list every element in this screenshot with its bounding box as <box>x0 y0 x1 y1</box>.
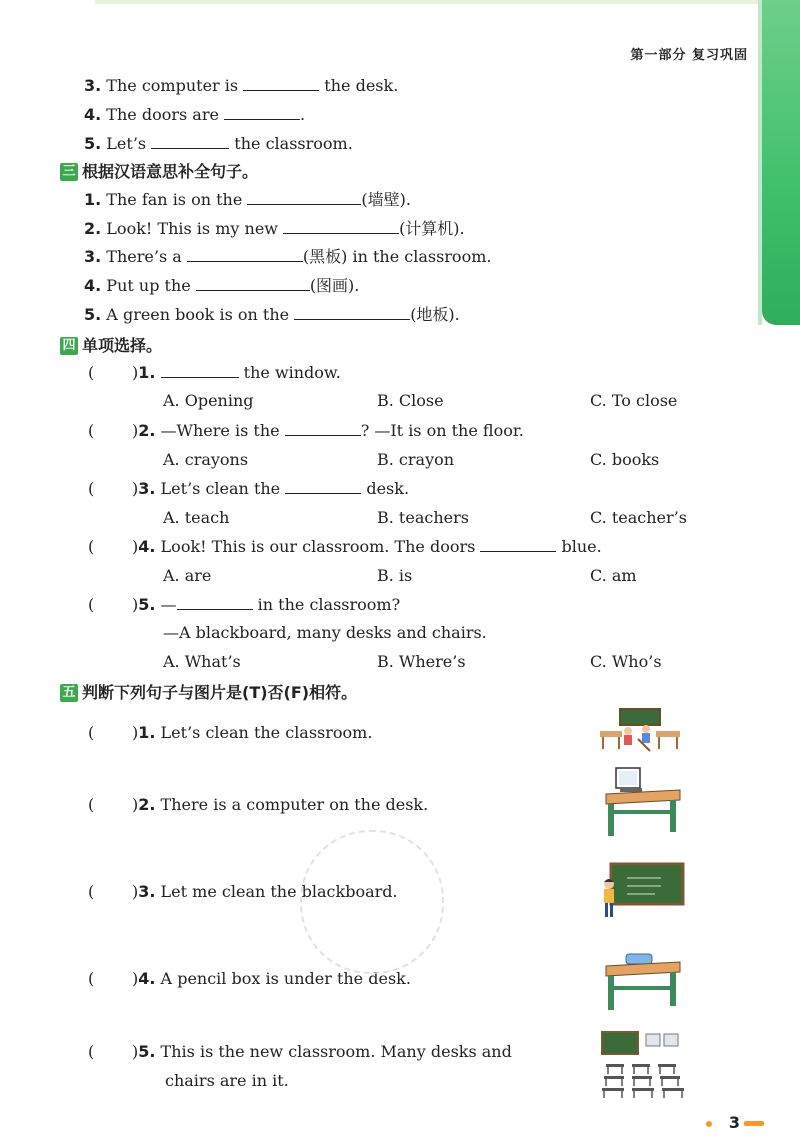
item-number: 1. <box>138 723 156 742</box>
item-text: ? —It is on the floor. <box>360 421 524 440</box>
answer-paren-close: ) <box>132 595 139 614</box>
item-text: There’s a <box>101 247 187 266</box>
answer-paren-open[interactable]: ( <box>88 537 95 556</box>
tf-statement-line2: chairs are in it. <box>165 1071 289 1090</box>
item-text: . <box>300 105 306 124</box>
item-text: Look! This is my new <box>101 219 284 238</box>
item-text: There is a computer on the desk. <box>155 795 429 814</box>
option-a[interactable]: A. Opening <box>163 391 254 410</box>
page-dot-icon <box>706 1121 712 1127</box>
watermark-seal <box>300 830 444 974</box>
section-heading: 判断下列句子与图片是(T)否(F)相符。 <box>82 683 358 702</box>
item-text: (图画). <box>309 276 360 295</box>
item-text: Put up the <box>101 276 196 295</box>
answer-paren-open[interactable]: ( <box>88 421 95 440</box>
option-c[interactable]: C. books <box>590 450 660 469</box>
answer-blank[interactable] <box>161 363 239 378</box>
item-number: 5. <box>84 134 102 153</box>
exercise-line <box>84 276 359 296</box>
option-b[interactable]: B. Close <box>377 391 444 410</box>
answer-blank[interactable] <box>283 219 399 234</box>
item-number: 4. <box>138 969 156 988</box>
section-five-title <box>60 683 357 703</box>
section-heading: 单项选择。 <box>82 336 163 355</box>
item-text: the desk. <box>319 76 399 95</box>
page-number: 3 <box>728 1113 740 1132</box>
item-text: desk. <box>361 479 410 498</box>
answer-blank[interactable] <box>243 76 319 91</box>
section-heading: 根据汉语意思补全句子。 <box>82 162 259 181</box>
option-c[interactable]: C. teacher’s <box>590 508 687 527</box>
exercise-line <box>84 105 305 125</box>
answer-paren-open[interactable]: ( <box>88 595 95 614</box>
answer-blank[interactable] <box>224 105 300 120</box>
boy-at-blackboard-picture <box>601 862 685 920</box>
item-number: 3. <box>84 76 102 95</box>
item-text: the classroom. <box>229 134 353 153</box>
item-text: — <box>155 595 177 614</box>
tf-statement <box>132 723 372 743</box>
item-number: 4. <box>138 537 156 556</box>
answer-blank[interactable] <box>196 276 310 291</box>
option-a[interactable]: A. crayons <box>163 450 249 469</box>
question-stem-line2: —A blackboard, many desks and chairs. <box>163 623 487 642</box>
item-text: The computer is <box>101 76 244 95</box>
item-text: The fan is on the <box>101 190 248 209</box>
answer-paren-open[interactable]: ( <box>88 723 95 742</box>
item-number: 1. <box>138 363 156 382</box>
answer-paren-close: ) <box>132 421 139 440</box>
option-a[interactable]: A. teach <box>163 508 230 527</box>
section-four-title <box>60 336 162 356</box>
item-text: the window. <box>238 363 341 382</box>
item-text: A green book is on the <box>101 305 295 324</box>
answer-blank[interactable] <box>285 479 361 494</box>
answer-paren-close: ) <box>132 882 139 901</box>
section-badge: 三 <box>60 163 78 181</box>
exercise-line <box>84 247 491 267</box>
item-text: Let me clean the blackboard. <box>155 882 398 901</box>
answer-paren-open[interactable]: ( <box>88 882 95 901</box>
item-number: 5. <box>84 305 102 324</box>
item-text: Let’s <box>101 134 152 153</box>
question-stem <box>132 537 602 557</box>
item-number: 2. <box>138 795 156 814</box>
classroom-desks-chairs-picture <box>598 1030 686 1100</box>
item-text: (地板). <box>410 305 460 324</box>
answer-paren-close: ) <box>132 479 139 498</box>
item-number: 3. <box>138 882 156 901</box>
option-a[interactable]: A. are <box>163 566 212 585</box>
answer-paren-close: ) <box>132 795 139 814</box>
answer-blank[interactable] <box>177 595 253 610</box>
item-text: (黑板) in the classroom. <box>302 247 492 266</box>
item-text: blue. <box>556 537 602 556</box>
item-text: Look! This is our classroom. The doors <box>155 537 481 556</box>
option-c[interactable]: C. Who’s <box>590 652 662 671</box>
exercise-line <box>84 219 465 239</box>
item-number: 4. <box>84 276 102 295</box>
top-band <box>95 0 760 4</box>
answer-blank[interactable] <box>187 247 303 262</box>
item-text: The doors are <box>101 105 225 124</box>
section-badge: 五 <box>60 684 78 702</box>
item-number: 1. <box>84 190 102 209</box>
item-number: 5. <box>138 595 156 614</box>
item-text: Let’s clean the <box>155 479 286 498</box>
option-b[interactable]: B. crayon <box>377 450 455 469</box>
item-text: This is the new classroom. Many desks and <box>155 1042 512 1061</box>
answer-blank[interactable] <box>480 537 556 552</box>
answer-paren-close: ) <box>132 1042 139 1061</box>
item-text: (计算机). <box>399 219 465 238</box>
answer-paren-open[interactable]: ( <box>88 969 95 988</box>
item-number: 5. <box>138 1042 156 1061</box>
page-header: 第一部分 复习巩固 <box>630 48 748 63</box>
exercise-line <box>84 76 398 96</box>
item-text: —Where is the <box>155 421 285 440</box>
item-text: Let’s clean the classroom. <box>155 723 373 742</box>
computer-on-desk-picture <box>604 766 682 838</box>
answer-paren-close: ) <box>132 969 139 988</box>
page-bar-icon <box>744 1121 764 1126</box>
answer-blank[interactable] <box>247 190 361 205</box>
item-number: 2. <box>84 219 102 238</box>
answer-blank[interactable] <box>151 134 229 149</box>
question-stem <box>132 479 409 499</box>
section-badge: 四 <box>60 337 78 355</box>
kids-cleaning-classroom-picture <box>598 703 682 755</box>
answer-blank[interactable] <box>285 421 361 436</box>
item-number: 4. <box>84 105 102 124</box>
option-c[interactable]: C. To close <box>590 391 678 410</box>
exercise-line <box>84 305 460 325</box>
answer-paren-close: ) <box>132 723 139 742</box>
option-b[interactable]: B. Where’s <box>377 652 466 671</box>
option-a[interactable]: A. What’s <box>163 652 241 671</box>
answer-blank[interactable] <box>294 305 410 320</box>
answer-paren-open[interactable]: ( <box>88 479 95 498</box>
tf-statement <box>132 795 428 815</box>
question-stem <box>132 595 400 615</box>
answer-paren-open[interactable]: ( <box>88 795 95 814</box>
pencil-box-on-desk-picture <box>604 952 682 1012</box>
item-text: in the classroom? <box>252 595 401 614</box>
section-three-title <box>60 162 258 182</box>
tf-statement <box>132 1042 512 1062</box>
item-number: 2. <box>138 421 156 440</box>
option-b[interactable]: B. is <box>377 566 413 585</box>
item-text: (墙壁). <box>361 190 411 209</box>
item-text: A pencil box is under the desk. <box>155 969 411 988</box>
answer-paren-close: ) <box>132 363 139 382</box>
item-number: 3. <box>138 479 156 498</box>
item-number: 3. <box>84 247 102 266</box>
answer-paren-open[interactable]: ( <box>88 363 95 382</box>
question-stem <box>132 363 341 383</box>
option-c[interactable]: C. am <box>590 566 637 585</box>
green-side-tab <box>762 0 800 325</box>
answer-paren-open[interactable]: ( <box>88 1042 95 1061</box>
option-b[interactable]: B. teachers <box>377 508 469 527</box>
question-stem <box>132 421 524 441</box>
exercise-line <box>84 190 411 210</box>
answer-paren-close: ) <box>132 537 139 556</box>
exercise-line <box>84 134 353 154</box>
